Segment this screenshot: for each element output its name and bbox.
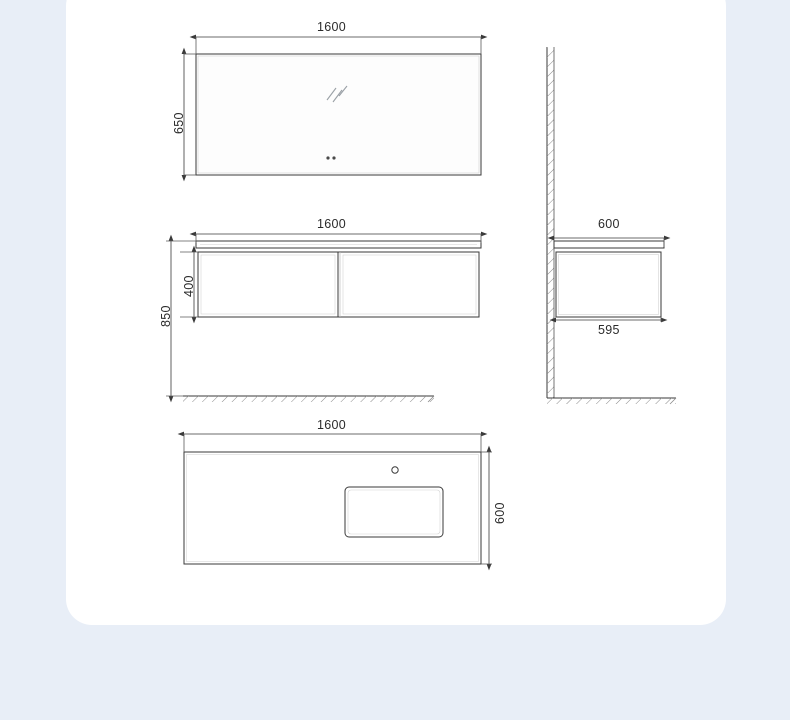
dim-label-cabinet-width: 1600 xyxy=(317,217,347,231)
dim-label-mirror-height: 650 xyxy=(172,112,186,134)
dim-mirror-width xyxy=(196,37,481,54)
dim-label-drawer-height: 400 xyxy=(182,275,196,297)
dim-label-mirror-width: 1600 xyxy=(317,20,347,34)
dim-top-depth xyxy=(481,452,492,564)
dim-label-side-body-depth: 595 xyxy=(598,323,620,337)
cabinet-front-view xyxy=(196,241,481,317)
dim-label-top-depth: 600 xyxy=(493,502,507,524)
dim-side-body-depth xyxy=(556,317,661,322)
mirror-front-view xyxy=(196,54,481,175)
floor-hatch-front xyxy=(183,396,434,402)
dim-label-top-width: 1600 xyxy=(317,418,347,432)
countertop-top-view xyxy=(184,452,481,564)
dim-label-side-top-depth: 600 xyxy=(598,217,620,231)
dim-top-width xyxy=(184,434,481,452)
dim-label-floor-height: 850 xyxy=(159,305,173,327)
